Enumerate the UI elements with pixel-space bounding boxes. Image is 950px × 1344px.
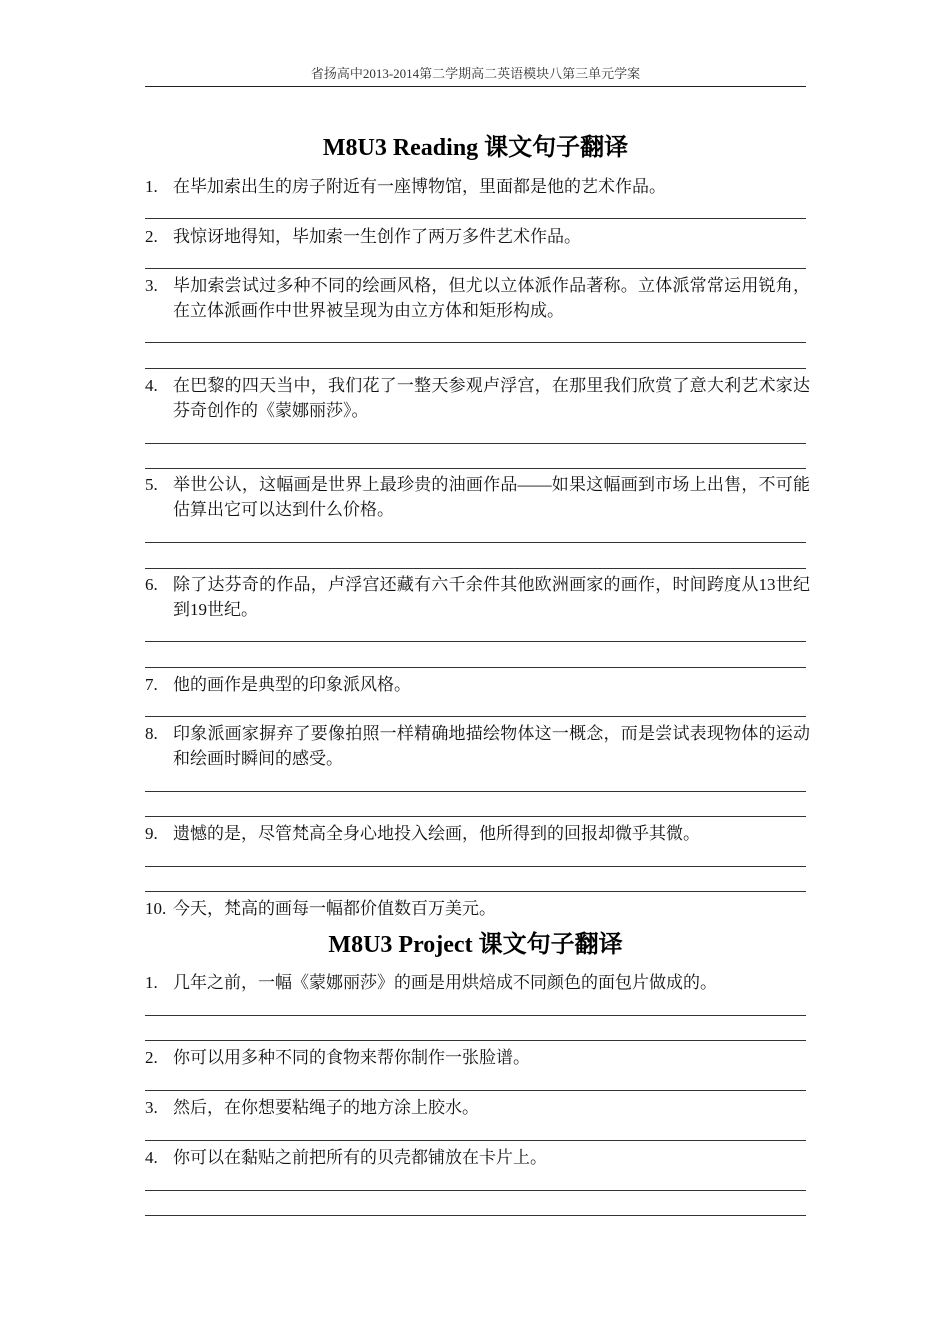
answer-line [145, 1090, 806, 1091]
answer-line [145, 1140, 806, 1141]
answer-line [145, 443, 806, 444]
answer-line [145, 1015, 806, 1016]
answer-line [145, 468, 806, 469]
answer-line [145, 667, 806, 668]
item-number: 4. [145, 1148, 158, 1167]
project-item-4 [145, 1145, 810, 1170]
reading-item-4 [145, 373, 810, 423]
item-number: 2. [145, 1048, 158, 1067]
item-number: 8. [145, 724, 158, 743]
item-text: 几年之前，一幅《蒙娜丽莎》的画是用烘焙成不同颜色的面包片做成的。 [173, 973, 717, 992]
item-text: 你可以用多种不同的食物来帮你制作一张脸谱。 [173, 1048, 530, 1067]
answer-line [145, 716, 806, 717]
answer-line [145, 816, 806, 817]
project-item-2 [145, 1045, 810, 1070]
answer-line [145, 1190, 806, 1191]
answer-line [145, 641, 806, 642]
item-number: 3. [145, 276, 158, 295]
item-number: 10. [145, 899, 167, 918]
item-text: 我惊讶地得知，毕加索一生创作了两万多件艺术作品。 [173, 227, 581, 246]
answer-line [145, 1215, 806, 1216]
item-text: 毕加索尝试过多种不同的绘画风格，但尤以立体派作品著称。立体派常常运用锐角，在立体派画作中世界被呈现为由立方体和矩形构成。 [173, 276, 810, 320]
project-section-title: M8U3 Project 课文句子翻译 [328, 932, 623, 958]
reading-item-8 [145, 721, 810, 771]
answer-line [145, 268, 806, 269]
item-text: 今天，梵高的画每一幅都价值数百万美元。 [173, 899, 496, 918]
reading-item-9 [145, 821, 810, 846]
answer-line [145, 891, 806, 892]
reading-item-6 [145, 572, 810, 622]
item-number: 7. [145, 675, 158, 694]
item-text: 你可以在黏贴之前把所有的贝壳都铺放在卡片上。 [173, 1148, 547, 1167]
answer-line [145, 866, 806, 867]
item-number: 3. [145, 1098, 158, 1117]
item-text: 他的画作是典型的印象派风格。 [173, 675, 411, 694]
item-text: 印象派画家摒弃了要像拍照一样精确地描绘物体这一概念，而是尝试表现物体的运动和绘画时瞬间的感受。 [173, 724, 810, 768]
item-text: 在毕加索出生的房子附近有一座博物馆，里面都是他的艺术作品。 [173, 177, 666, 196]
project-item-3 [145, 1095, 810, 1120]
reading-section-title: M8U3 Reading 课文句子翻译 [322, 135, 629, 161]
reading-item-3 [145, 273, 810, 323]
reading-item-1 [145, 174, 810, 199]
item-number: 5. [145, 475, 158, 494]
reading-item-5 [145, 472, 810, 522]
item-text: 然后，在你想要粘绳子的地方涂上胶水。 [173, 1098, 479, 1117]
reading-item-2 [145, 224, 810, 249]
project-item-1 [145, 970, 810, 995]
answer-line [145, 542, 806, 543]
answer-line [145, 1040, 806, 1041]
item-text: 在巴黎的四天当中，我们花了一整天参观卢浮宫，在那里我们欣赏了意大利艺术家达芬奇创作的《蒙娜丽莎》。 [173, 376, 810, 420]
answer-line [145, 342, 806, 343]
item-text: 遗憾的是，尽管梵高全身心地投入绘画，他所得到的回报却微乎其微。 [173, 824, 700, 843]
item-text: 举世公认，这幅画是世界上最珍贵的油画作品——如果这幅画到市场上出售，不可能估算出它可以达到什么价格。 [173, 475, 810, 519]
answer-line [145, 791, 806, 792]
page-header: 省扬高中2013-2014第二学期高二英语模块八第三单元学案 [145, 64, 806, 87]
item-number: 6. [145, 575, 158, 594]
item-number: 9. [145, 824, 158, 843]
item-number: 2. [145, 227, 158, 246]
item-text: 除了达芬奇的作品，卢浮宫还藏有六千余件其他欧洲画家的画作，时间跨度从13世纪到19世纪。 [173, 575, 810, 619]
item-number: 1. [145, 973, 158, 992]
reading-item-10 [145, 896, 810, 921]
answer-line [145, 568, 806, 569]
item-number: 1. [145, 177, 158, 196]
item-number: 4. [145, 376, 158, 395]
answer-line [145, 218, 806, 219]
reading-item-7 [145, 672, 810, 697]
answer-line [145, 368, 806, 369]
